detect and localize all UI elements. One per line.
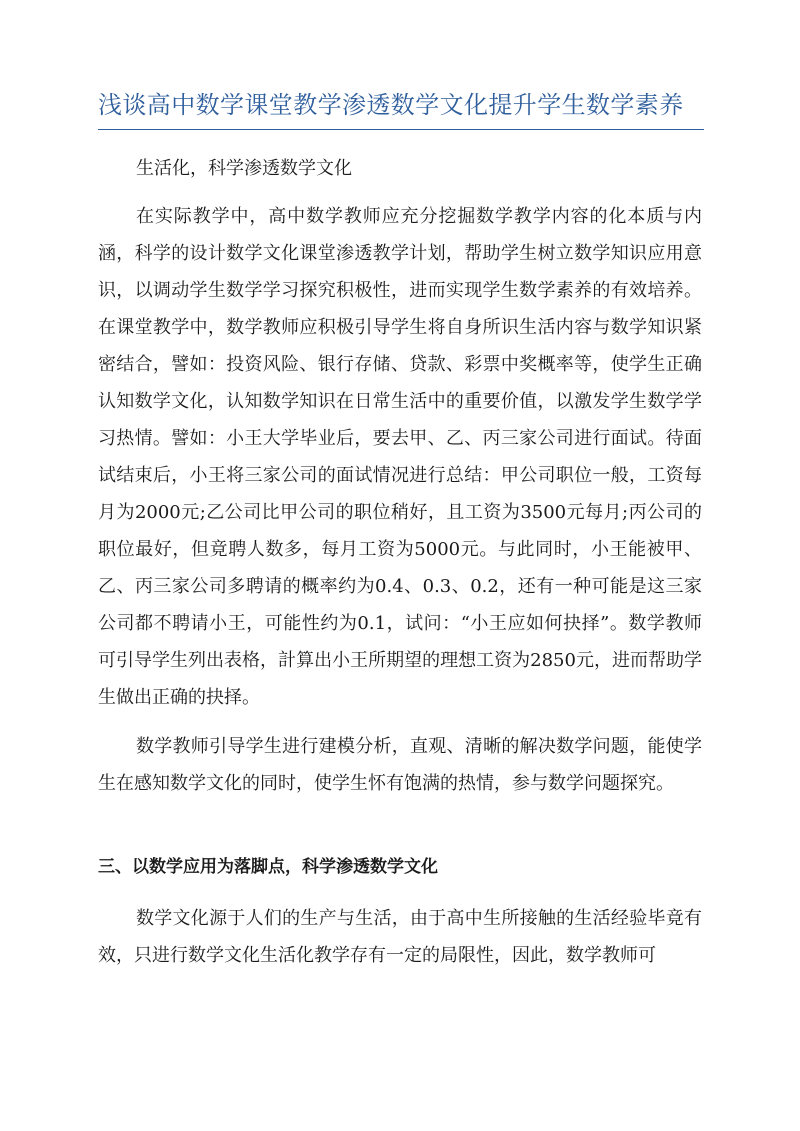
title-underline	[98, 129, 704, 130]
paragraph-1: 在实际教学中，高中数学教师应充分挖掘数学教学内容的化本质与内涵，科学的设计数学文化课堂渗透教学计划，帮助学生树立数学知识应用意识，以调动学生数学学习探究积极性，进而实现学生数学素养的有效培养。在课堂教学中，数学教师应积极引导学生将自身所识生活内容与数学知识紧密结合，譬如：投资风险、银行存储、贷款、彩票中奖概率等，使学生正确认知数学文化，认知数学知识在日常生活中的重要价值，以激发学生数学学习热情。譬如：小王大学毕业后，要去甲、乙、丙三家公司进行面试。待面试结束后，小王将三家公司的面试情况进行总结：甲公司职位一般，工资每月为2000元;乙公司比甲公司的职位稍好，且工资为3500元每月;丙公司的职位最好，但竟聘人数多，每月工资为5000元。与此同时，小王能被甲、乙、丙三家公司多聘请的概率约为0.4、0.3、0.2，还有一种可能是这三家公司都不聘请小王，可能性约为0.1，试问：“小王应如何抉择”。数学教师可引导学生列出表格，計算出小王所期望的理想工资为2850元，进而帮助学生做出正确的抉择。	[98, 206, 702, 708]
paragraph-3: 数学文化源于人们的生产与生活，由于高中生所接触的生活经验毕竟有效，只进行数学文化生活化教学存有一定的局限性，因此，数学教师可	[98, 908, 702, 966]
subheading: 生活化，科学渗透数学文化	[136, 158, 352, 179]
section-heading: 三、以数学应用为落脚点，科学渗透数学文化	[98, 857, 438, 877]
document-title: 浅谈高中数学课堂教学渗透数学文化提升学生数学素养	[98, 91, 684, 119]
paragraph-2: 数学教师引导学生进行建模分析，直观、清晰的解决数学问题，能使学生在感知数学文化的同时，使学生怀有饱满的热情，参与数学问题探究。	[98, 736, 702, 794]
